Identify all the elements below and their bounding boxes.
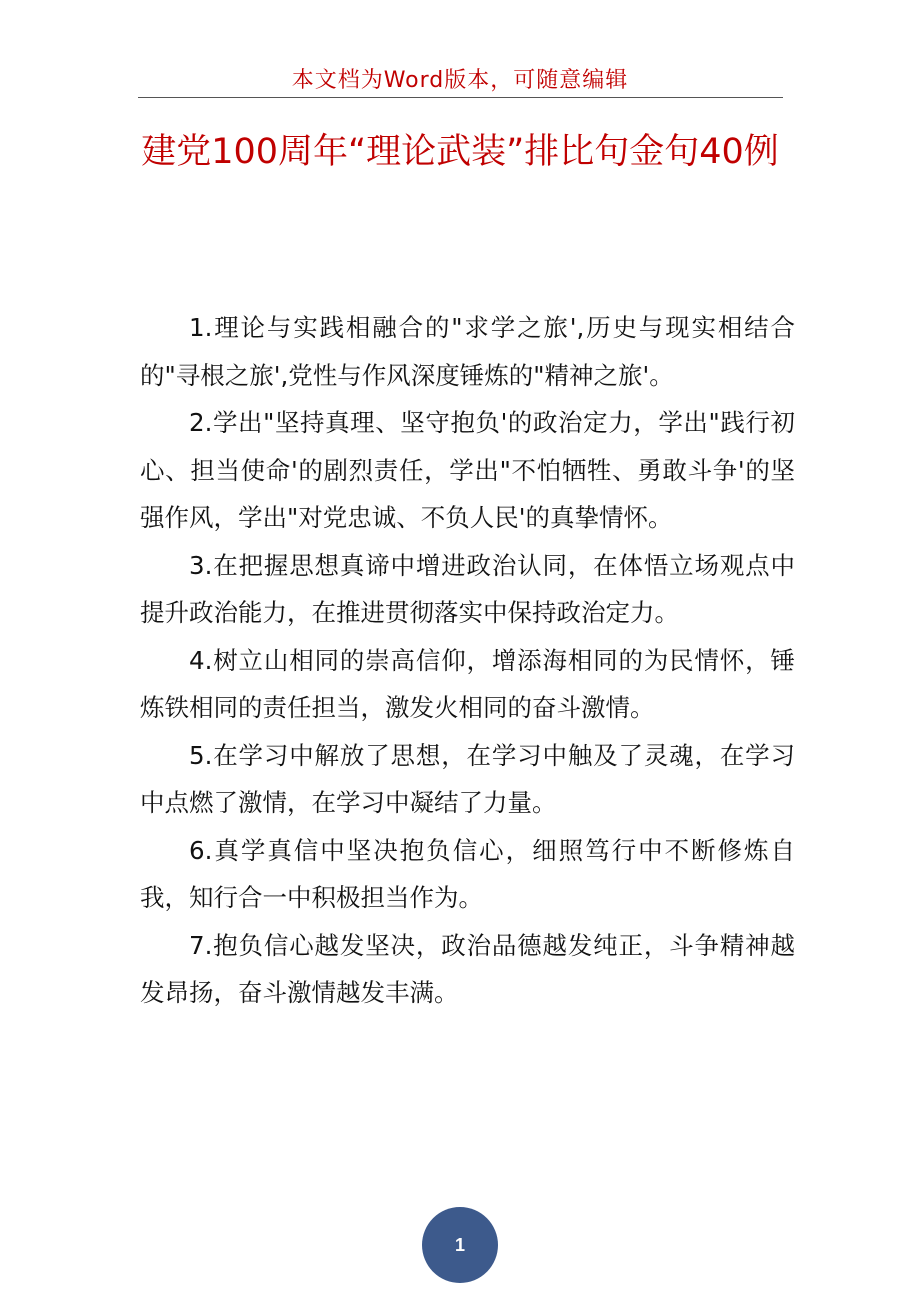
paragraph-7: 7.抱负信心越发坚决，政治品德越发纯正，斗争精神越发昂扬，奋斗激情越发丰满。 — [140, 930, 795, 1007]
paragraph-2: 2.学出"坚持真理、坚守抱负'的政治定力，学出"践行初心、担当使命'的剧烈责任，学出"不怕牺牲、勇敢斗争'的坚强作风，学出"对党忠诚、不负人民'的真挚情怀。 — [140, 408, 795, 532]
paragraph-5: 5.在学习中解放了思想，在学习中触及了灵魂，在学习中点燃了激情，在学习中凝结了力量。 — [140, 740, 795, 817]
paragraph-1: 1.理论与实践相融合的"求学之旅',历史与现实相结合的"寻根之旅',党性与作风深度锤炼的"精神之旅'。 — [140, 313, 795, 390]
document-body — [140, 304, 795, 1017]
paragraph-4: 4.树立山相同的崇高信仰，增添海相同的为民情怀，锤炼铁相同的责任担当，激发火相同的奋斗激情。 — [140, 645, 795, 722]
document-title: 建党100周年“理论武装”排比句金句40例 — [141, 132, 779, 172]
paragraph-6: 6.真学真信中坚决抱负信心，细照笃行中不断修炼自我，知行合一中积极担当作为。 — [140, 835, 795, 912]
header-divider — [138, 97, 783, 98]
paragraph-3: 3.在把握思想真谛中增进政治认同，在体悟立场观点中提升政治能力，在推进贯彻落实中保持政治定力。 — [140, 550, 795, 627]
page-number-badge: 1 — [422, 1207, 498, 1283]
editable-notice: 本文档为Word版本，可随意编辑 — [291, 68, 629, 93]
